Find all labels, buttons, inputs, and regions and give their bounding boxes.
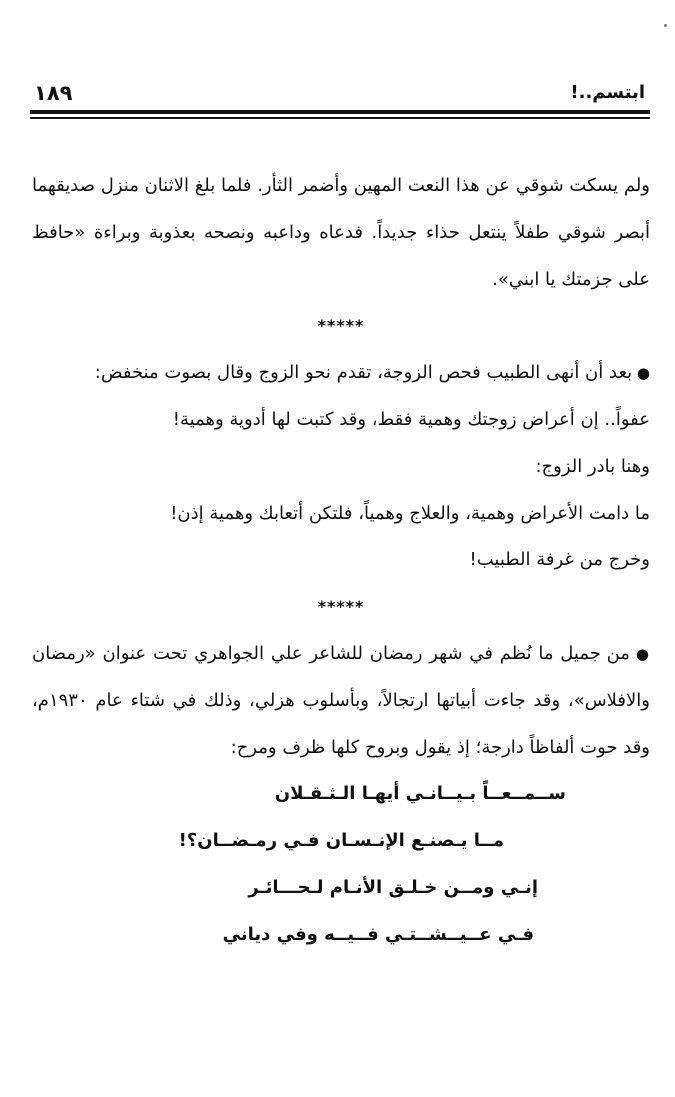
poem-verse: فـي عــيــشــتـي فــيــه وفي دياني	[222, 923, 534, 945]
header-rule-thick	[30, 110, 650, 114]
poem-verse: إنـي ومــن خـلـق الأنـام لـحـــائـر	[248, 876, 538, 898]
paragraph-husband-intro: وهنا بادر الزوج:	[535, 455, 650, 477]
header-rule-thin	[30, 117, 650, 119]
running-title: ابتسم..!	[570, 82, 645, 103]
paragraph-poem-intro: ● من جميل ما نُظم في شهر رمضان للشاعر علي الجواهري تحت عنوان «رمضان والافلاس»، وقد جاءت أبياتها ارتجالاً، وبأسلوب هزلي، وذلك في شتاء عام ١٩٣٠م، وقد حوت ألفاظاً دارجة؛ إذ يقول وبروح كلها ظرف ومرح:	[32, 631, 650, 771]
paragraph-exit: وخرج من غرفة الطبيب!	[469, 549, 650, 571]
section-separator: *****	[317, 597, 365, 617]
page-speck	[664, 24, 667, 27]
paragraph-shawqi-story: ولم يسكت شوقي عن هذا النعت المهين وأضمر الثأر. فلما بلغ الاثنان منزل صديقهما أبصر شوقي طفلاً ينتعل حذاء جديداً. فدعاه وداعبه ونصحه بعذوبة وبراءة «حافظ على جزمتك يا ابني».	[32, 175, 650, 290]
paragraph-husband-quote: ما دامت الأعراض وهمية، والعلاج وهمياً، فلتكن أتعابك وهمية إذن!	[170, 502, 650, 524]
paragraph-doctor-intro: ● بعد أن أنهى الطبيب فحص الزوجة، تقدم نحو الزوج وقال بصوت منخفض:	[32, 350, 650, 397]
poem-verse: مــا يـصنـع الإنـسـان فـي رمـضــان؟!	[178, 830, 504, 852]
paragraph-doctor-quote: عفواً.. إن أعراض زوجتك وهمية فقط، وقد كتبت لها أدوية وهمية!	[172, 408, 650, 430]
section-separator: *****	[317, 316, 365, 336]
page-body	[32, 163, 650, 959]
page-number: ١٨٩	[34, 81, 73, 105]
page-header	[0, 78, 675, 108]
poem-verse: ســمــعــاً بـيــانـي أيهـا الـثـقـلان	[274, 783, 566, 805]
